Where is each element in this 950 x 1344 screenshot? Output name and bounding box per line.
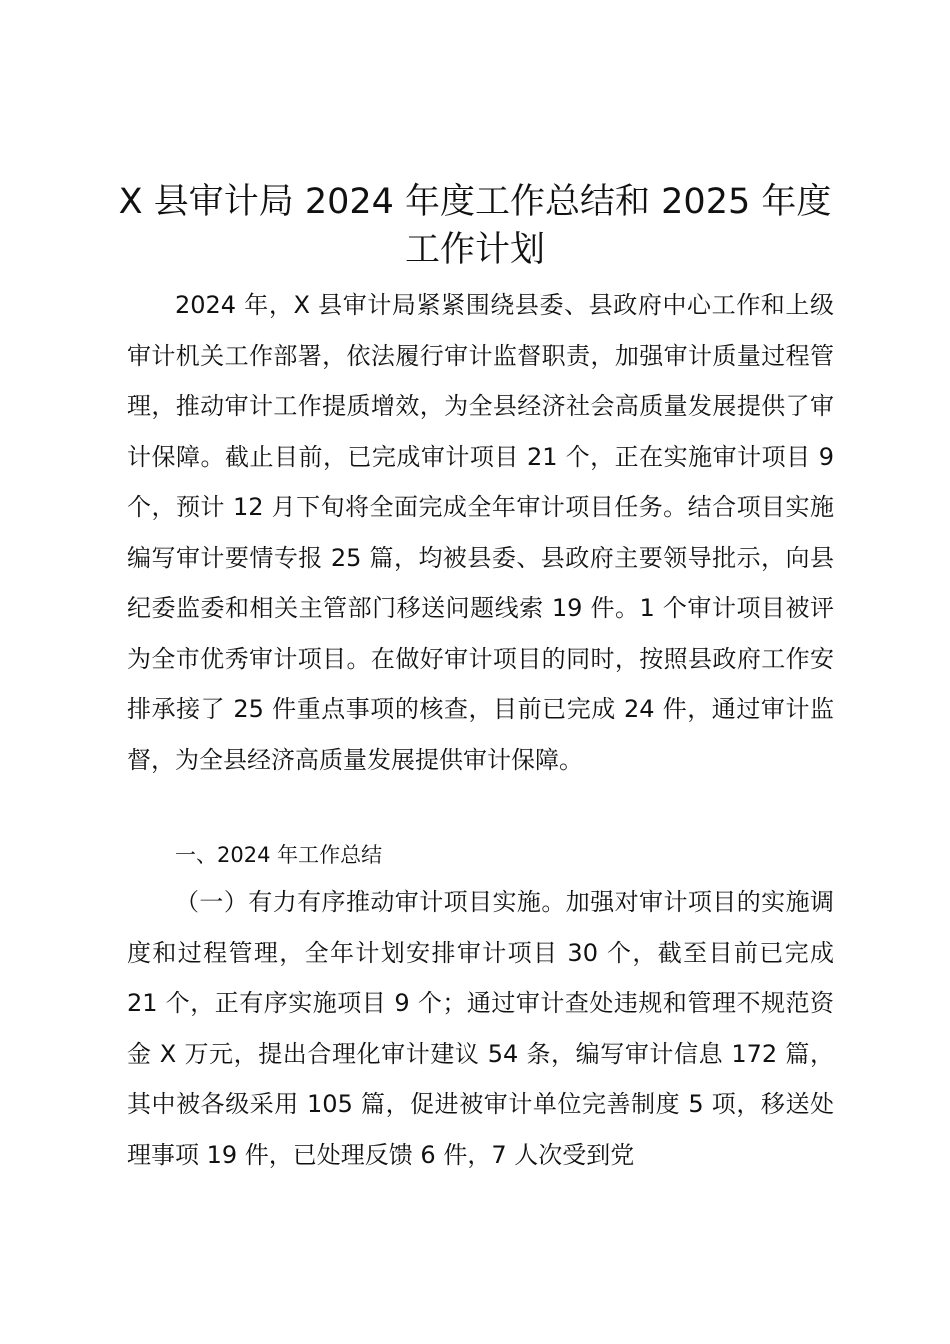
document-title: X 县审计局 2024 年度工作总结和 2025 年度工作计划 — [118, 182, 832, 270]
section-paragraph: （一）有力有序推动审计项目实施。加强对审计项目的实施调度和过程管理，全年计划安排审计项目 30 个，截至目前已完成 21 个，正有序实施项目 9 个；通过审计查处违规和管理不规范资金 X 万元，提出合理化审计建议 54 条，编写审计信息 172 篇，其中被各级采用 105 篇，促进被审计单位完善制度 5 项，移送处理事项 19 件，已处理反馈 6 件，7 人次受到党 — [127, 888, 834, 1169]
intro-paragraph: 2024 年，X 县审计局紧紧围绕县委、县政府中心工作和上级审计机关工作部署，依法履行审计监督职责，加强审计质量过程管理，推动审计工作提质增效，为全县经济社会高质量发展提供了审计保障。截止目前，已完成审计项目 21 个，正在实施审计项目 9 个，预计 12 月下旬将全面完成全年审计项目任务。结合项目实施编写审计要情专报 25 篇，均被县委、县政府主要领导批示，向县纪委监委和相关主管部门移送问题线索 19 件。1 个审计项目被评为全市优秀审计项目。在做好审计项目的同时，按照县政府工作安排承接了 25 件重点事项的核查，目前已完成 24 件，通过审计监督，为全县经济高质量发展提供审计保障。 — [127, 291, 834, 774]
section-heading: 一、2024 年工作总结 — [175, 843, 383, 867]
